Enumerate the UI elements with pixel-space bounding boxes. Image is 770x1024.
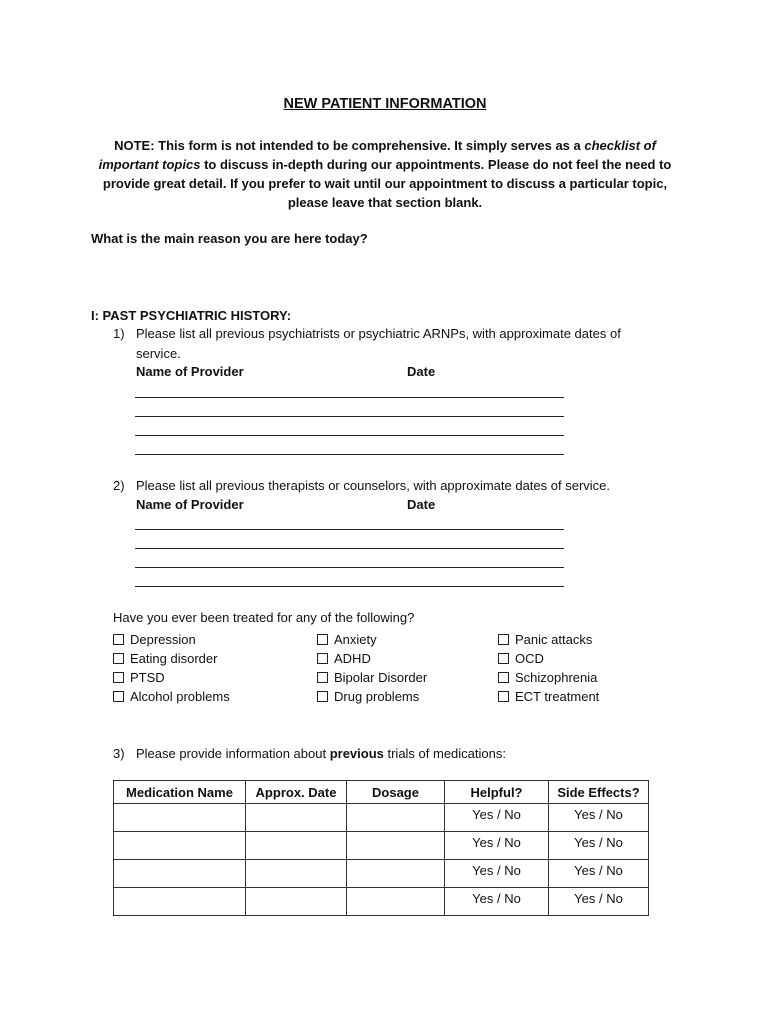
table-row (114, 832, 649, 860)
side-effects-cell[interactable]: Yes / No (549, 888, 649, 916)
checkbox-label: OCD (515, 651, 544, 666)
q3-text-bold: previous (329, 746, 384, 761)
note-italic-text: checklist of important topics (98, 138, 656, 172)
checkbox-icon[interactable] (317, 672, 328, 683)
checkbox-icon[interactable] (113, 653, 124, 664)
checkbox-icon[interactable] (317, 653, 328, 664)
helpful-cell[interactable]: Yes / No (445, 888, 549, 916)
q2-number: 2) (113, 478, 125, 493)
checkbox-label: Panic attacks (515, 632, 593, 647)
approx-date-cell[interactable] (246, 804, 347, 832)
col-header-approx-date: Approx. Date (246, 781, 347, 804)
checkbox-label: ECT treatment (515, 689, 600, 704)
checkbox-icon[interactable] (498, 691, 509, 702)
main-reason-question: What is the main reason you are here today? (91, 231, 368, 246)
dosage-cell[interactable] (347, 860, 445, 888)
checkbox-item-panic-attacks[interactable] (498, 632, 592, 647)
side-effects-cell[interactable]: Yes / No (549, 860, 649, 888)
dosage-cell[interactable] (347, 888, 445, 916)
note-text-1: NOTE: This form is not intended to be comprehensive. It simply serves as a (114, 138, 585, 153)
helpful-cell[interactable]: Yes / No (445, 860, 549, 888)
checkbox-label: Alcohol problems (130, 689, 230, 704)
note-text-2: to discuss in-depth during our appointments. Please do not feel the need to provide great detail. If you prefer to wait until our appointment to discuss a particular topic, please leave that section blank. (102, 157, 672, 210)
checkbox-icon[interactable] (498, 653, 509, 664)
checkbox-item-depression[interactable] (113, 632, 196, 647)
q2-answer-line[interactable] (135, 586, 564, 587)
checkbox-icon[interactable] (113, 634, 124, 645)
page-title: NEW PATIENT INFORMATION (283, 96, 487, 112)
q2-answer-line[interactable] (135, 529, 564, 530)
col-header-dosage: Dosage (347, 781, 445, 804)
checkbox-label: ADHD (334, 651, 371, 666)
table-row (114, 860, 649, 888)
dosage-cell[interactable] (347, 832, 445, 860)
col-header-helpful: Helpful? (445, 781, 549, 804)
table-header-row (114, 781, 649, 804)
checkbox-icon[interactable] (317, 691, 328, 702)
medication-name-cell[interactable] (114, 832, 246, 860)
q2-answer-line[interactable] (135, 548, 564, 549)
q2-date-header: Date (407, 497, 436, 512)
approx-date-cell[interactable] (246, 888, 347, 916)
checkbox-icon[interactable] (498, 672, 509, 683)
helpful-cell[interactable]: Yes / No (445, 832, 549, 860)
q1-date-header: Date (407, 364, 436, 379)
dosage-cell[interactable] (347, 804, 445, 832)
checkbox-item-ptsd[interactable] (113, 670, 165, 685)
checkbox-icon[interactable] (113, 672, 124, 683)
q2-text: Please list all previous therapists or counselors, with approximate dates of service. (136, 478, 610, 493)
checkbox-item-schizophrenia[interactable] (498, 670, 597, 685)
q3-text-before: Please provide information about (136, 746, 330, 761)
col-header-side-effects: Side Effects? (549, 781, 649, 804)
checkbox-label: Depression (130, 632, 196, 647)
treated-question: Have you ever been treated for any of the following? (113, 610, 415, 625)
q2-provider-header: Name of Provider (136, 497, 244, 512)
checkbox-item-anxiety[interactable] (317, 632, 377, 647)
checkbox-label: Anxiety (334, 632, 377, 647)
medication-name-cell[interactable] (114, 860, 246, 888)
side-effects-cell[interactable]: Yes / No (549, 804, 649, 832)
checkbox-label: Drug problems (334, 689, 420, 704)
q1-provider-header: Name of Provider (136, 364, 244, 379)
table-row (114, 804, 649, 832)
q1-answer-line[interactable] (135, 435, 564, 436)
checkbox-item-adhd[interactable] (317, 651, 371, 666)
checkbox-label: PTSD (130, 670, 165, 685)
q2-answer-line[interactable] (135, 567, 564, 568)
q1-number: 1) (113, 326, 125, 341)
checkbox-item-alcohol-problems[interactable] (113, 689, 230, 704)
q1-text-line2: service. (136, 346, 181, 361)
checkbox-item-ocd[interactable] (498, 651, 544, 666)
q3-number: 3) (113, 746, 125, 761)
checkbox-item-ect-treatment[interactable] (498, 689, 599, 704)
medication-table (113, 780, 649, 916)
checkbox-icon[interactable] (498, 634, 509, 645)
q3-text (136, 746, 506, 761)
approx-date-cell[interactable] (246, 832, 347, 860)
q1-answer-line[interactable] (135, 416, 564, 417)
checkbox-label: Bipolar Disorder (334, 670, 428, 685)
col-header-medication-name: Medication Name (114, 781, 246, 804)
checkbox-icon[interactable] (317, 634, 328, 645)
q1-text-line1: Please list all previous psychiatrists or psychiatric ARNPs, with approximate dates of (136, 326, 621, 341)
checkbox-item-drug-problems[interactable] (317, 689, 419, 704)
q3-text-after: trials of medications: (383, 746, 506, 761)
checkbox-label: Schizophrenia (515, 670, 598, 685)
medication-name-cell[interactable] (114, 888, 246, 916)
checkbox-label: Eating disorder (130, 651, 218, 666)
table-row (114, 888, 649, 916)
checkbox-item-eating-disorder[interactable] (113, 651, 217, 666)
approx-date-cell[interactable] (246, 860, 347, 888)
checkbox-icon[interactable] (113, 691, 124, 702)
helpful-cell[interactable]: Yes / No (445, 804, 549, 832)
form-note (92, 136, 678, 212)
side-effects-cell[interactable]: Yes / No (549, 832, 649, 860)
checkbox-item-bipolar-disorder[interactable] (317, 670, 427, 685)
q1-answer-line[interactable] (135, 454, 564, 455)
medication-name-cell[interactable] (114, 804, 246, 832)
section1-heading: I: PAST PSYCHIATRIC HISTORY: (91, 308, 292, 323)
q1-answer-line[interactable] (135, 397, 564, 398)
